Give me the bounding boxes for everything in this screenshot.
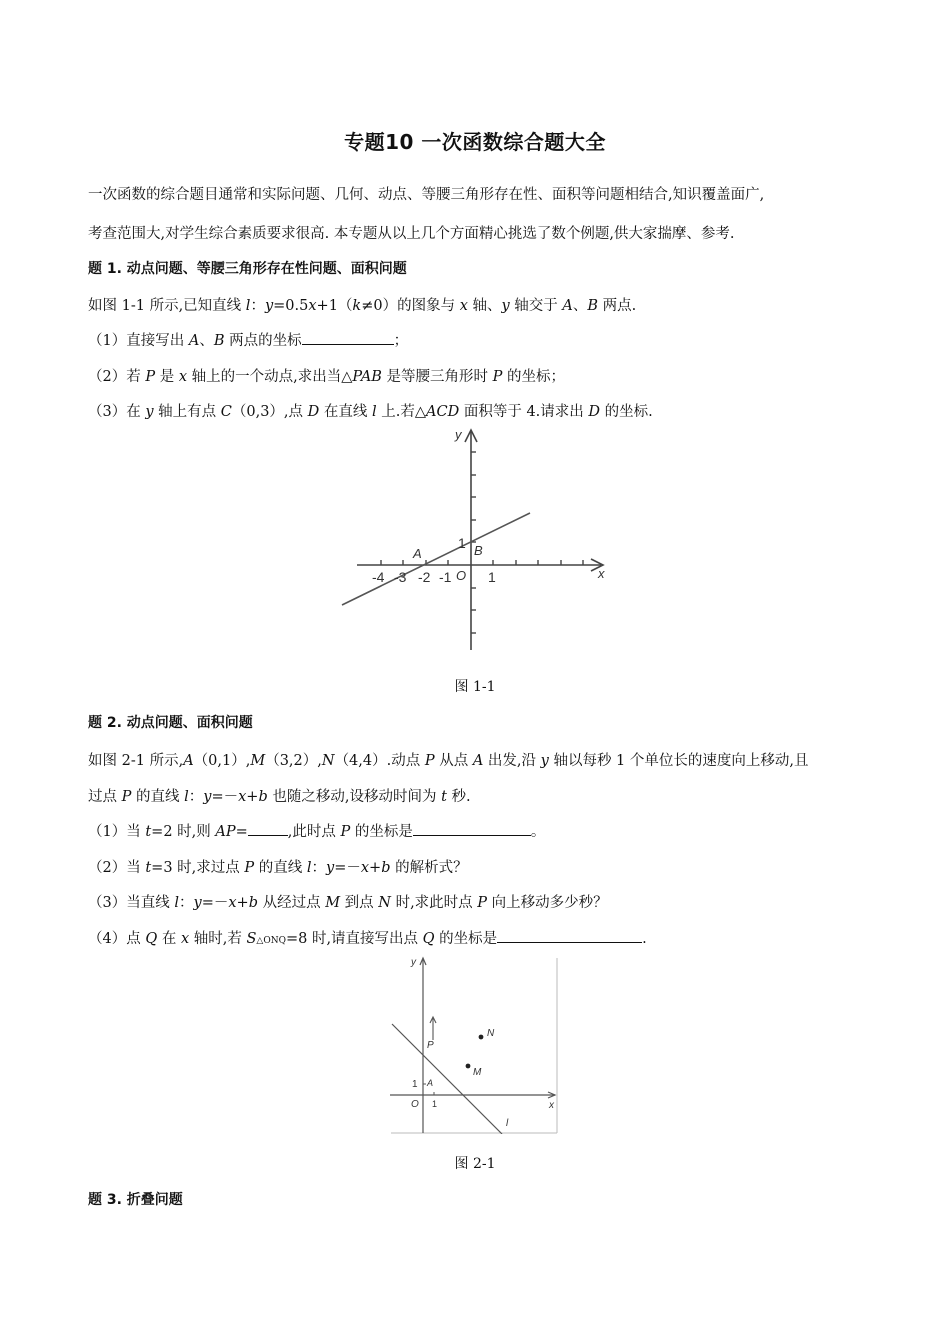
label-p: P bbox=[427, 1040, 434, 1051]
figure-1-1 bbox=[335, 425, 615, 655]
tick-label-x: 1 bbox=[432, 1099, 438, 1109]
problem1-question-1: （1）直接写出 A、B 两点的坐标 ； bbox=[88, 329, 408, 350]
problem1-question-3: （3）在 y 轴上有点 C（0,3）,点 D 在直线 l 上.若△ACD 面积等于 4.请求出 D 的坐标. bbox=[88, 404, 653, 420]
x-axis-label: x bbox=[549, 1100, 554, 1111]
figure-1-1-caption: 图 1-1 bbox=[454, 679, 496, 695]
problem2-question-4: （4）点 Q 在 x 轴时,若 S△ONQ=8 时,请直接写出点 Q 的坐标是 . bbox=[88, 927, 647, 948]
label-a: A bbox=[427, 1078, 434, 1088]
label-m: M bbox=[473, 1067, 482, 1078]
label-l: l bbox=[506, 1118, 509, 1129]
intro-line-2: 考查范围大,对学生综合素质要求很高. 本专题从以上几个方面精心挑选了数个例题,供大家揣摩、参考. bbox=[88, 226, 735, 242]
problem1-heading: 题 1. 动点问题、等腰三角形存在性问题、面积问题 bbox=[88, 261, 407, 277]
origin-label: O bbox=[411, 1099, 419, 1110]
page-title: 专题10 一次函数综合题大全 bbox=[344, 130, 606, 154]
figure-2-1 bbox=[390, 956, 560, 1134]
problem2-heading: 题 2. 动点问题、面积问题 bbox=[88, 715, 253, 731]
tick-label-x: -3 bbox=[394, 569, 407, 585]
problem2-stem-line-1: 如图 2-1 所示,A（0,1）,M（3,2）,N（4,4）.动点 P 从点 A 出发,沿 y 轴以每秒 1 个单位长的速度向上移动,且 bbox=[88, 753, 809, 769]
tick-label-y: 1 bbox=[458, 535, 466, 551]
tick-label-x: -1 bbox=[439, 569, 452, 585]
answer-blank[interactable] bbox=[497, 928, 642, 943]
tick-label-y: 1 bbox=[412, 1079, 418, 1090]
answer-blank[interactable] bbox=[302, 330, 394, 345]
problem2-stem-line-2: 过点 P 的直线 l：y=－x+b 也随之移动,设移动时间为 t 秒. bbox=[88, 789, 471, 805]
problem3-heading: 题 3. 折叠问题 bbox=[88, 1192, 183, 1208]
tick-label-x: -2 bbox=[418, 569, 431, 585]
problem2-question-3: （3）当直线 l：y=－x+b 从经过点 M 到点 N 时,求此时点 P 向上移动多少秒？ bbox=[88, 895, 608, 911]
y-axis-label: y bbox=[411, 957, 416, 968]
line-l bbox=[342, 513, 530, 605]
origin-label: O bbox=[456, 568, 467, 583]
figure-2-1-caption: 图 2-1 bbox=[454, 1156, 496, 1172]
tick-label-x: 1 bbox=[488, 569, 496, 585]
problem2-question-2: （2）当 t=3 时,求过点 P 的直线 l：y=－x+b 的解析式？ bbox=[88, 860, 468, 876]
problem1-question-2: （2）若 P 是 x 轴上的一个动点,求出当△PAB 是等腰三角形时 P 的坐标； bbox=[88, 369, 566, 385]
label-n: N bbox=[487, 1028, 495, 1039]
problem2-question-1: （1）当 t=2 时,则 AP= ,此时点 P 的坐标是 。 bbox=[88, 820, 545, 841]
problem1-stem: 如图 1-1 所示,已知直线 l：y=0.5x+1（k≠0）的图象与 x 轴、y 轴交于 A、B 两点. bbox=[88, 298, 637, 314]
answer-blank[interactable] bbox=[248, 821, 288, 836]
point-b-label: B bbox=[474, 543, 483, 558]
x-axis-label: x bbox=[598, 566, 605, 581]
point-n bbox=[479, 1035, 484, 1040]
point-m bbox=[466, 1064, 471, 1069]
answer-blank[interactable] bbox=[413, 821, 531, 836]
tick-label-x: -4 bbox=[372, 569, 385, 585]
point-a-label: A bbox=[413, 546, 422, 561]
y-axis-label: y bbox=[455, 427, 462, 442]
line-l bbox=[392, 1024, 502, 1134]
intro-line-1: 一次函数的综合题目通常和实际问题、几何、动点、等腰三角形存在性、面积等问题相结合,知识覆盖面广, bbox=[88, 187, 765, 203]
